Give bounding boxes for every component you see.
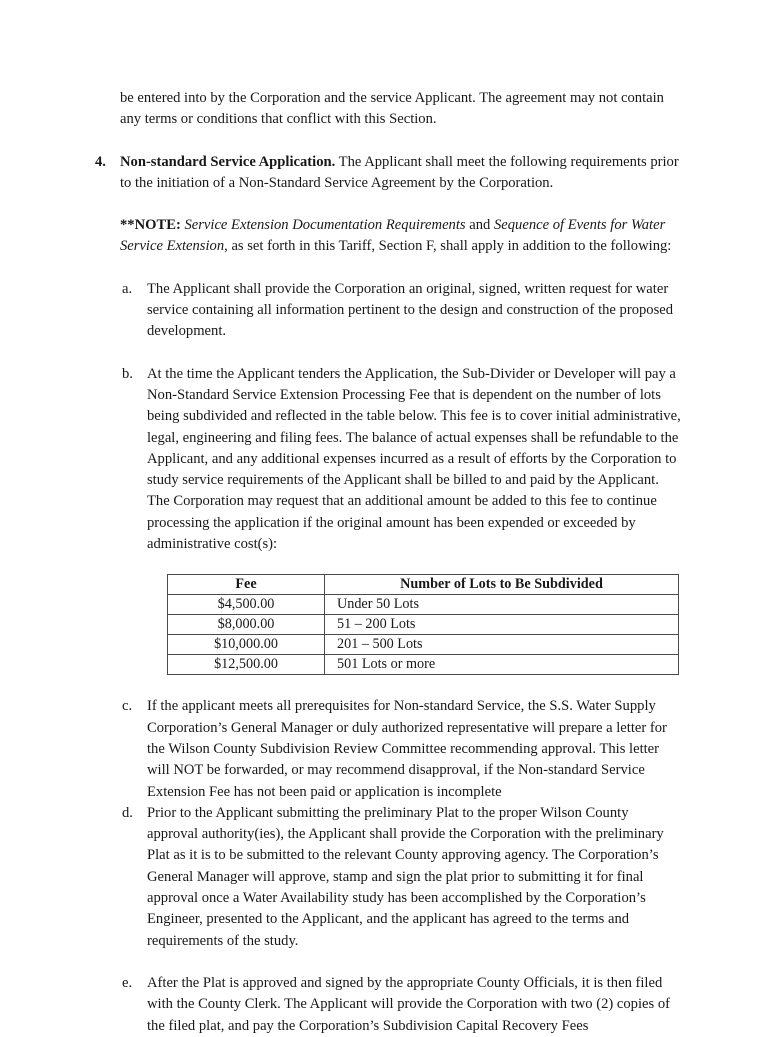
fee-cell: $12,500.00 [168, 655, 325, 675]
note-tail-text: , as set forth in this Tariff, Section F, shall apply in addition to the following: [224, 238, 672, 255]
lots-cell: 51 – 200 Lots [325, 615, 679, 635]
fee-table-header-lots: Number of Lots to Be Subdivided [325, 575, 679, 595]
lots-cell: 501 Lots or more [325, 655, 679, 675]
list-item-d [122, 803, 681, 952]
list-item-c-text: If the applicant meets all prerequisites for Non-standard Service, the S.S. Water Supply Corporation’s General Manager or duly authorized representative will prepare a letter for the Wilson County Subdivision Review Committee recommending approval. This letter will NOT be forwarded, or may recommend disapproval, if the Non-standard Service Extension Fee has not been paid or application is incomplete [147, 698, 667, 800]
fee-cell: $8,000.00 [168, 615, 325, 635]
fee-table-header-fee: Fee [168, 575, 325, 595]
table-row [168, 595, 679, 615]
section-number-marker: 4. [95, 153, 106, 170]
fee-cell: $4,500.00 [168, 595, 325, 615]
list-item-e [122, 973, 681, 1037]
list-item-e-text: After the Plat is approved and signed by the appropriate County Officials, it is then filed with the County Clerk. The Applicant will provide the Corporation with two (2) copies of the filed plat, and pay the Corporation’s Subdivision Capital Recovery Fees [147, 974, 670, 1034]
list-item-a-marker: a. [122, 280, 133, 297]
list-item-b-marker: b. [122, 365, 133, 382]
table-row [168, 655, 679, 675]
list-item-c-marker: c. [122, 698, 133, 715]
section-body-text: The Applicant shall meet the following requirements prior to the initiation of a Non-Standard Service Agreement by the Corporation. [120, 153, 679, 191]
note-italic-phrase-one: Service Extension Documentation Requirements [184, 217, 466, 234]
page-content [95, 88, 681, 1037]
section-heading: Non-standard Service Application. [120, 153, 336, 170]
section-body [120, 152, 681, 195]
list-item-b-text: At the time the Applicant tenders the Application, the Sub-Divider or Developer will pay a Non-Standard Service Extension Processing Fee that is dependent on the number of lots being subdivided and reflected in the table below. This fee is to cover initial administrative, legal, engineering and filing fees. The balance of actual expenses shall be refundable to the Applicant, and any additional expenses incurred as a result of efforts by the Corporation to study service requirements of the Applicant shall be billed to and paid by the Applicant. The Corporation may request that an additional amount be added to this fee to continue processing the application if the original amount has been expended or exceeded by administrative cost(s): [147, 365, 681, 553]
table-row [168, 635, 679, 655]
section-item-4 [95, 152, 681, 195]
lots-cell: Under 50 Lots [325, 595, 679, 615]
list-item-a [122, 279, 681, 343]
list-item-d-text: Prior to the Applicant submitting the preliminary Plat to the proper Wilson County approval authority(ies), the Applicant shall provide the Corporation with the preliminary Plat as it is to be submitted to the relevant County approving agency. The Corporation’s General Manager will approve, stamp and sign the plat prior to submitting it for final approval once a Water Availability study has been accomplished by the Corporation’s Engineer, presented to the Applicant, and the applicant has agreed to the terms and requirements of the study. [147, 804, 664, 949]
list-item-c [122, 696, 681, 802]
note-connector: and [465, 217, 494, 234]
list-item-d-marker: d. [122, 804, 133, 821]
fee-table-wrapper [167, 574, 679, 675]
continuation-paragraph: be entered into by the Corporation and the service Applicant. The agreement may not contain any terms or conditions that conflict with this Section. [120, 90, 664, 128]
table-row [168, 615, 679, 635]
list-item-a-text: The Applicant shall provide the Corporation an original, signed, written request for water service containing all information pertinent to the design and construction of the proposed development. [147, 280, 674, 340]
fee-table [167, 574, 679, 675]
lots-cell: 201 – 500 Lots [325, 635, 679, 655]
list-item-e-marker: e. [122, 974, 133, 991]
fee-cell: $10,000.00 [168, 635, 325, 655]
fee-table-header-row [168, 575, 679, 595]
note-block [120, 215, 681, 258]
list-item-b [122, 364, 681, 556]
note-italic-phrase-two: Sequence of Events for Water Service Extension [120, 217, 666, 255]
note-label: **NOTE: [120, 217, 181, 234]
